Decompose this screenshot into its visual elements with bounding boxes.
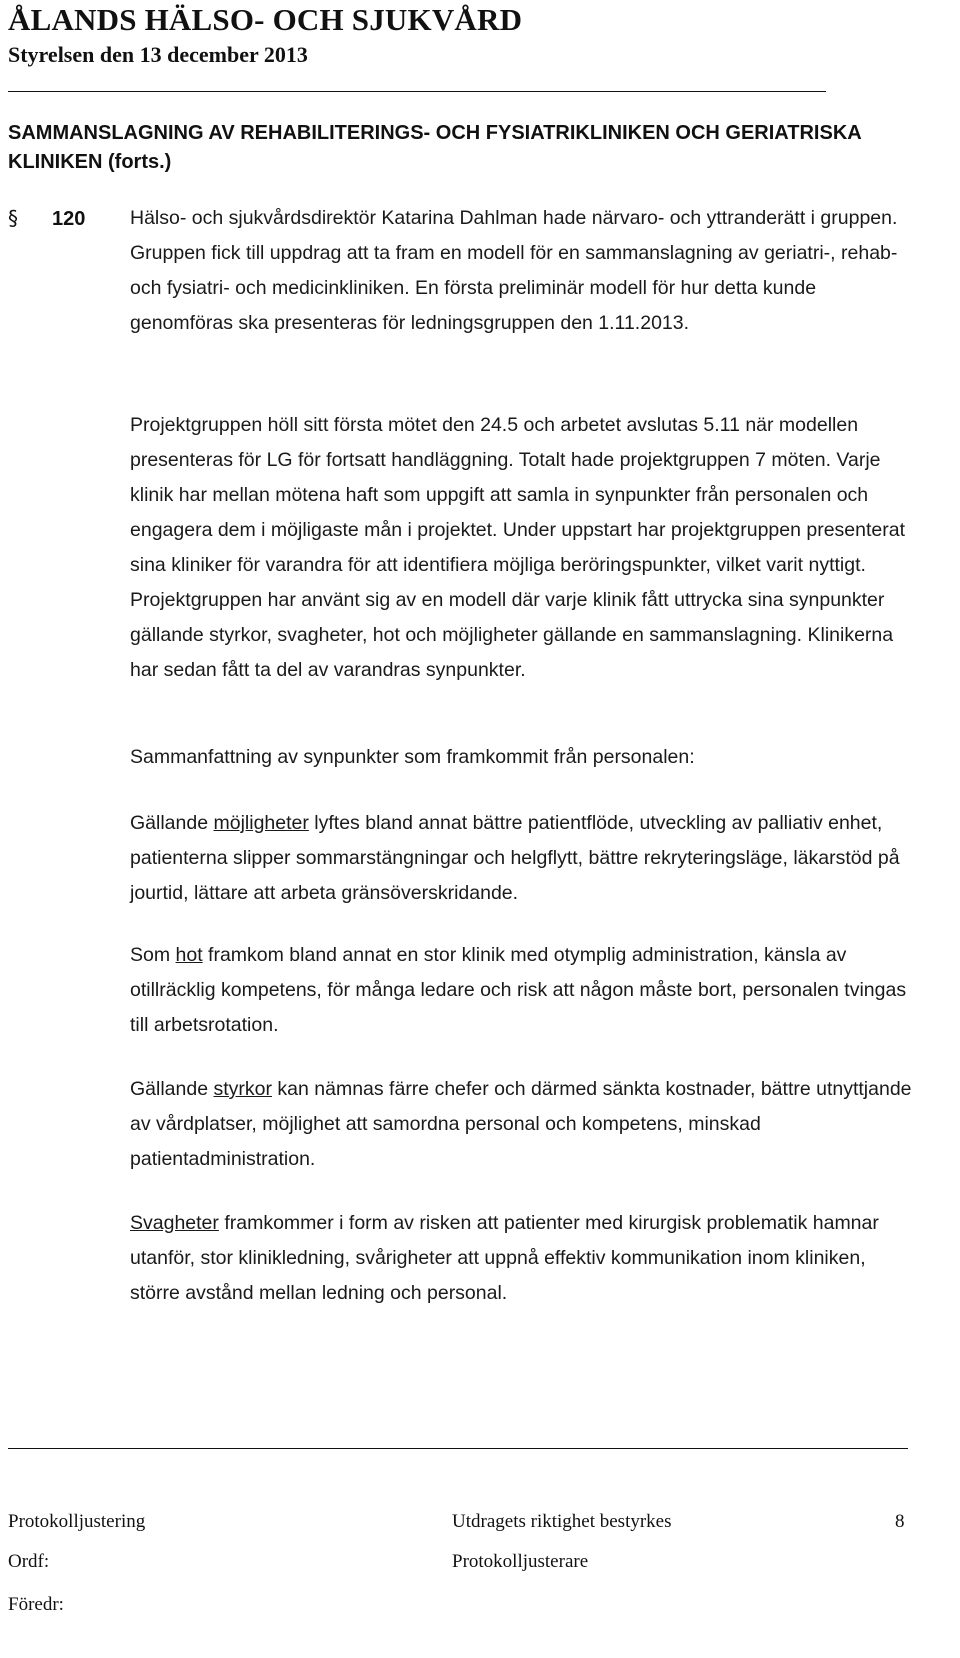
threats-prefix: Som: [130, 944, 176, 966]
threats-paragraph: [130, 938, 915, 1043]
opportunities-text: lyftes bland annat bättre patientflöde, utveckling av palliativ enhet, patienterna slipper sommarstängningar och helgflytt, bättre rekryteringsläge, läkarstöd på jourtid, lättare att arbeta gränsöverskridande.: [130, 812, 900, 904]
project-paragraph: Projektgruppen höll sitt första mötet den 24.5 och arbetet avslutas 5.11 när modellen presenteras för LG för fortsatt handläggning. Totalt hade projektgruppen 7 möten. Varje klinik har mellan mötena haft som uppgift att samla in synpunkter från personalen och engagera dem i möjligaste mån i projektet. Under uppstart har projektgruppen presenterat sina kliniker för varandra för att identifiera möjliga beröringspunkter, vilket varit nyttigt. Projektgruppen har använt sig av en modell där varje klinik fått uttrycka sina synpunkter gällande styrkor, svagheter, hot och möjligheter gällande en sammanslagning. Klinikerna har sedan fått ta del av varandras synpunkter.: [130, 414, 906, 681]
opportunities-prefix: Gällande: [130, 812, 214, 834]
opportunities-paragraph: [130, 806, 915, 911]
strengths-keyword: styrkor: [213, 1078, 272, 1100]
strengths-prefix: Gällande: [130, 1078, 214, 1100]
footer-certification-label: Utdragets riktighet bestyrkes: [452, 1511, 672, 1532]
paragraph-symbol: §: [8, 206, 18, 230]
header-divider: [8, 91, 826, 92]
opportunities-keyword: möjligheter: [213, 812, 309, 834]
threats-text: framkom bland annat en stor klinik med otymplig administration, känsla av otillräcklig kompetens, för många ledare och risk att någon måste bort, personalen tvingas till arbetsrotation.: [130, 944, 907, 1036]
footer-adjustment-label: Protokolljustering: [8, 1511, 146, 1532]
meeting-subtitle: Styrelsen den 13 december 2013: [8, 42, 308, 67]
paragraph-number: 120: [52, 208, 86, 230]
footer-adjusters-label: Protokolljusterare: [452, 1551, 589, 1572]
strengths-text: kan nämnas färre chefer och därmed sänkta kostnader, bättre utnyttjande av vårdplatser, möjlighet att samordna personal och kompetens, minskad patientadministration.: [130, 1078, 912, 1170]
summary-heading: Sammanfattning av synpunkter som framkommit från personalen:: [130, 746, 695, 768]
footer-page-number: 8: [895, 1511, 905, 1532]
weaknesses-keyword: Svagheter: [130, 1212, 219, 1234]
weaknesses-paragraph: [130, 1206, 915, 1311]
intro-paragraph: Hälso- och sjukvårdsdirektör Katarina Dahlman hade närvaro- och yttranderätt i gruppen. Gruppen fick till uppdrag att ta fram en modell för en sammanslagning av geriatri-, rehab- och fysiatri- och medicinkliniken. En första preliminär modell för hur detta kunde genomföras ska presenteras för ledningsgruppen den 1.11.2013.: [130, 207, 898, 334]
footer-divider: [8, 1448, 908, 1449]
organization-title: ÅLANDS HÄLSO- OCH SJUKVÅRD: [8, 2, 523, 37]
weaknesses-text: framkommer i form av risken att patienter med kirurgisk problematik hamnar utanför, stor klinikledning, svårigheter att uppnå effektiv kommunikation inom kliniken, större avstånd mellan ledning och personal.: [130, 1212, 879, 1304]
footer-presenter-label: Föredr:: [8, 1594, 64, 1615]
footer-chair-label: Ordf:: [8, 1551, 50, 1572]
threats-keyword: hot: [175, 944, 203, 966]
section-heading: SAMMANSLAGNING AV REHABILITERINGS- OCH FYSIATRIKLINIKEN OCH GERIATRISKA KLINIKEN (forts.): [8, 122, 861, 173]
strengths-paragraph: [130, 1072, 915, 1177]
